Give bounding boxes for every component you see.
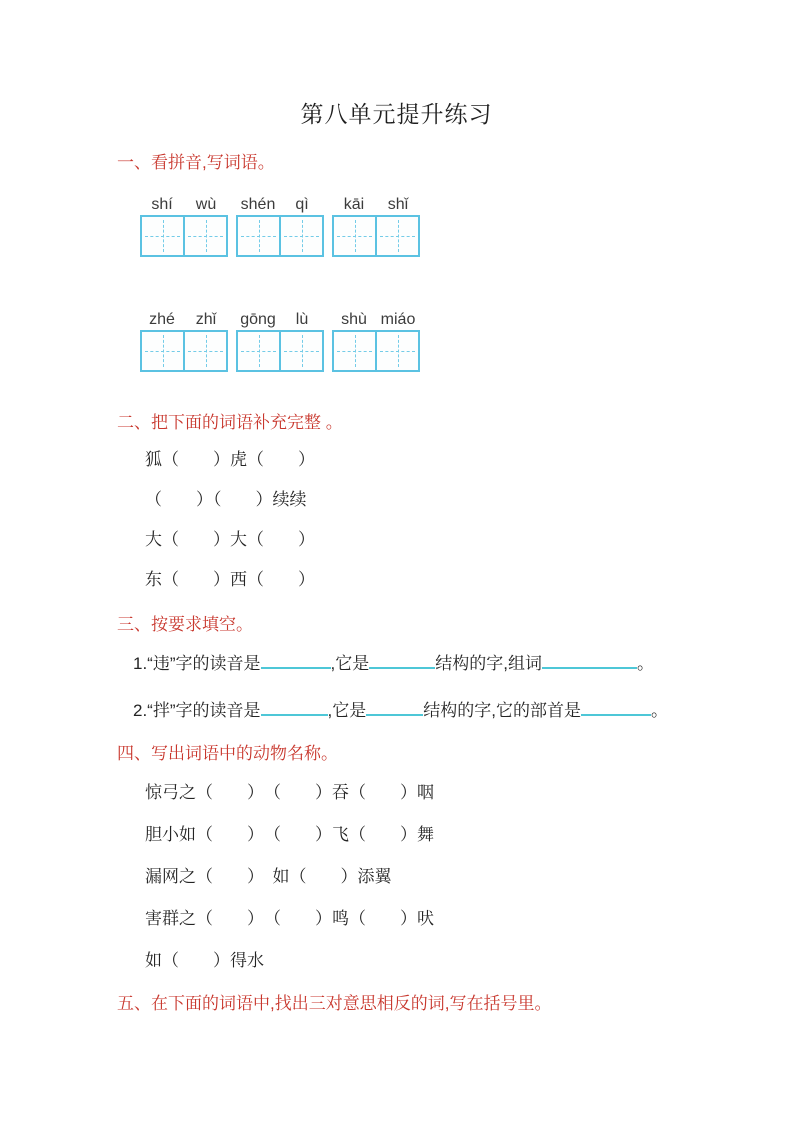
- writing-cell: [375, 217, 418, 255]
- pinyin-syllable: shí: [151, 196, 173, 213]
- animal-idiom-line: 胆小如（ ） （ ）飞（ ）舞: [145, 825, 434, 844]
- writing-grid-box: [236, 215, 324, 257]
- answer-blank-line: [581, 701, 651, 716]
- writing-grid-box: [236, 330, 324, 372]
- pinyin-syllable: shù: [341, 311, 367, 328]
- writing-grid-box: [140, 330, 228, 372]
- fill-blank-item-1: [133, 654, 793, 674]
- fill-blank-text: 。: [636, 654, 654, 673]
- word-completion-line: 狐（ ）虎（ ）: [145, 450, 315, 469]
- pinyin-syllable: wù: [195, 196, 217, 213]
- fill-blank-text: 1.“违”字的读音是: [133, 654, 261, 673]
- word-completion-line: 东（ ）西（ ）: [145, 570, 315, 589]
- pinyin-group: [236, 192, 324, 257]
- writing-cell: [334, 217, 375, 255]
- answer-blank-line: [261, 654, 331, 669]
- writing-cell: [142, 217, 183, 255]
- fill-blank-item-2: [133, 701, 793, 721]
- pinyin-syllable: miáo: [380, 311, 416, 328]
- fill-blank-text: ,它是: [327, 701, 367, 720]
- page-title: 第八单元提升练习: [300, 101, 493, 127]
- fill-blank-text: 2.“拌”字的读音是: [133, 701, 261, 720]
- writing-cell: [279, 217, 322, 255]
- pinyin-group: [140, 192, 228, 257]
- writing-cell: [142, 332, 183, 370]
- pinyin-syllable: lù: [295, 311, 309, 328]
- pinyin-group: [236, 307, 324, 372]
- pinyin-syllable: qì: [295, 196, 309, 213]
- writing-cell: [279, 332, 322, 370]
- animal-idiom-line: 漏网之（ ） 如（ ）添翼: [145, 867, 392, 886]
- writing-cell: [238, 332, 279, 370]
- animal-idiom-line: 惊弓之（ ） （ ）吞（ ）咽: [145, 783, 434, 802]
- pinyin-syllable: zhǐ: [195, 311, 217, 328]
- pinyin-group: [332, 192, 420, 257]
- pinyin-grid-row-1: [140, 192, 793, 257]
- section-4-heading: 四、写出词语中的动物名称。: [117, 744, 338, 763]
- pinyin-syllable: shén: [240, 196, 276, 213]
- answer-blank-line: [369, 654, 435, 669]
- pinyin-syllable: shǐ: [387, 196, 409, 213]
- writing-cell: [238, 217, 279, 255]
- answer-blank-line: [542, 654, 637, 669]
- section-3-heading: 三、按要求填空。: [117, 615, 253, 634]
- writing-grid-box: [140, 215, 228, 257]
- word-completion-line: （ ）（ ）续续: [145, 490, 307, 509]
- section-1-heading: 一、看拼音,写词语。: [117, 153, 275, 172]
- section-5-heading: 五、在下面的词语中,找出三对意思相反的词,写在括号里。: [117, 994, 552, 1013]
- pinyin-syllable: gōng: [240, 311, 276, 328]
- section-2-heading: 二、把下面的词语补充完整 。: [117, 413, 343, 432]
- pinyin-syllable: kāi: [343, 196, 365, 213]
- animal-idiom-line: 害群之（ ） （ ）鸣（ ）吠: [145, 909, 434, 928]
- fill-blank-text: 。: [650, 701, 668, 720]
- answer-blank-line: [366, 701, 423, 716]
- animal-idiom-line: 如（ ）得水: [145, 951, 264, 970]
- writing-cell: [183, 332, 226, 370]
- writing-cell: [375, 332, 418, 370]
- pinyin-grid-row-2: [140, 307, 793, 372]
- pinyin-group: [140, 307, 228, 372]
- writing-grid-box: [332, 330, 420, 372]
- writing-cell: [334, 332, 375, 370]
- fill-blank-text: ,它是: [330, 654, 370, 673]
- answer-blank-line: [261, 701, 328, 716]
- pinyin-group: [332, 307, 420, 372]
- word-completion-line: 大（ ）大（ ）: [145, 530, 315, 549]
- writing-grid-box: [332, 215, 420, 257]
- fill-blank-text: 结构的字,它的部首是: [423, 701, 581, 720]
- fill-blank-text: 结构的字,组词: [435, 654, 542, 673]
- pinyin-syllable: zhé: [149, 311, 175, 328]
- writing-cell: [183, 217, 226, 255]
